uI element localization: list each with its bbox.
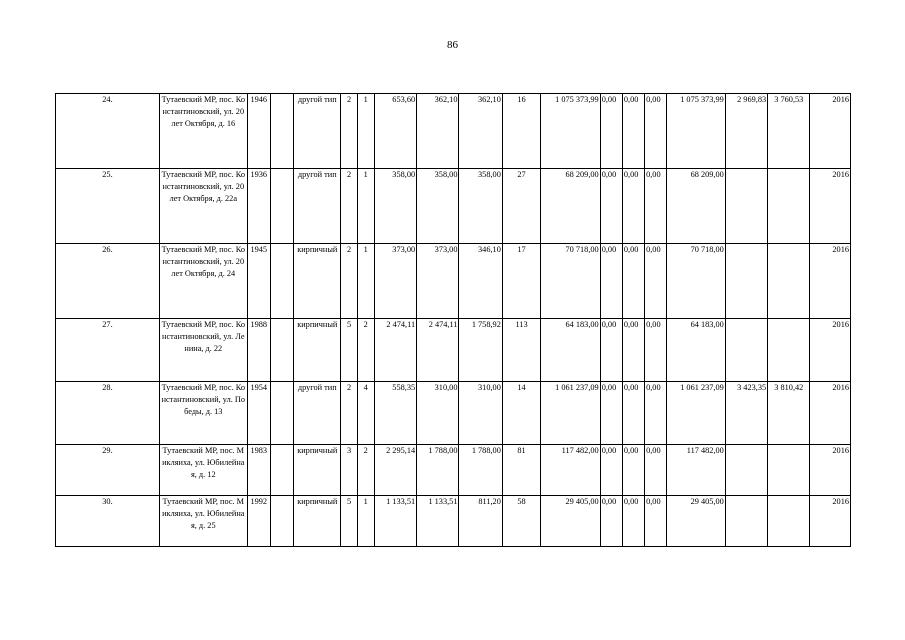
zero-cost-cell: 0,00 — [645, 169, 667, 244]
residential-area-cell: 310,00 — [459, 382, 502, 445]
residents-cell: 27 — [502, 169, 540, 244]
wall-material-cell: кирпичный — [294, 496, 341, 547]
zero-cost-cell: 0,00 — [645, 382, 667, 445]
zero-cost-cell: 0,00 — [645, 94, 667, 169]
owner-funds-cell: 1 061 237,09 — [667, 382, 726, 445]
area-cell: 362,10 — [417, 94, 459, 169]
zero-cost-cell: 0,00 — [622, 94, 644, 169]
year-built-cell: 1983 — [247, 445, 270, 496]
table-row — [56, 382, 851, 445]
area-cell: 358,00 — [417, 169, 459, 244]
residential-area-cell: 1 788,00 — [459, 445, 502, 496]
empty-cell — [270, 445, 293, 496]
empty-cell — [270, 94, 293, 169]
total-area-cell: 2 474,11 — [374, 319, 416, 382]
entrances-cell: 1 — [357, 169, 374, 244]
owner-funds-cell: 1 075 373,99 — [667, 94, 726, 169]
empty-cell — [270, 169, 293, 244]
entrances-cell: 2 — [357, 445, 374, 496]
max-unit-cost-cell — [768, 445, 810, 496]
owner-funds-cell: 70 718,00 — [667, 244, 726, 319]
table-row — [56, 94, 851, 169]
year-built-cell: 1945 — [247, 244, 270, 319]
zero-cost-cell: 0,00 — [645, 445, 667, 496]
area-cell: 1 788,00 — [417, 445, 459, 496]
residents-cell: 14 — [502, 382, 540, 445]
row-number-cell: 26. — [56, 244, 160, 319]
table-row — [56, 445, 851, 496]
total-area-cell: 653,60 — [374, 94, 416, 169]
zero-cost-cell: 0,00 — [600, 319, 622, 382]
zero-cost-cell: 0,00 — [600, 382, 622, 445]
completion-year-cell: 2016 — [810, 445, 851, 496]
address-cell: Тутаевский МР, пос. Константиновский, ул. 20 лет Октября, д. 22а — [159, 169, 247, 244]
owner-funds-cell: 68 209,00 — [667, 169, 726, 244]
max-unit-cost-cell — [768, 244, 810, 319]
entrances-cell: 1 — [357, 496, 374, 547]
residential-area-cell: 1 758,92 — [459, 319, 502, 382]
completion-year-cell: 2016 — [810, 169, 851, 244]
row-number-cell: 27. — [56, 319, 160, 382]
completion-year-cell: 2016 — [810, 496, 851, 547]
completion-year-cell: 2016 — [810, 94, 851, 169]
area-cell: 1 133,51 — [417, 496, 459, 547]
residential-area-cell: 362,10 — [459, 94, 502, 169]
wall-material-cell: кирпичный — [294, 244, 341, 319]
wall-material-cell: другой тип — [294, 94, 341, 169]
table-row — [56, 319, 851, 382]
address-cell: Тутаевский МР, пос. Константиновский, ул. Ленина, д. 22 — [159, 319, 247, 382]
empty-cell — [270, 319, 293, 382]
zero-cost-cell: 0,00 — [622, 445, 644, 496]
empty-cell — [270, 496, 293, 547]
total-area-cell: 1 133,51 — [374, 496, 416, 547]
year-built-cell: 1988 — [247, 319, 270, 382]
entrances-cell: 2 — [357, 319, 374, 382]
floors-cell: 2 — [341, 244, 357, 319]
residents-cell: 16 — [502, 94, 540, 169]
unit-cost-cell: 2 969,83 — [725, 94, 767, 169]
wall-material-cell: кирпичный — [294, 319, 341, 382]
address-cell: Тутаевский МР, пос. Микляиха, ул. Юбилейная, д. 12 — [159, 445, 247, 496]
zero-cost-cell: 0,00 — [622, 382, 644, 445]
year-built-cell: 1992 — [247, 496, 270, 547]
owner-funds-cell: 117 482,00 — [667, 445, 726, 496]
address-cell: Тутаевский МР, пос. Константиновский, ул. Победы, д. 13 — [159, 382, 247, 445]
unit-cost-cell — [725, 169, 767, 244]
area-cell: 310,00 — [417, 382, 459, 445]
residents-cell: 113 — [502, 319, 540, 382]
entrances-cell: 1 — [357, 244, 374, 319]
max-unit-cost-cell — [768, 319, 810, 382]
unit-cost-cell — [725, 319, 767, 382]
total-area-cell: 2 295,14 — [374, 445, 416, 496]
zero-cost-cell: 0,00 — [622, 496, 644, 547]
zero-cost-cell: 0,00 — [600, 94, 622, 169]
year-built-cell: 1954 — [247, 382, 270, 445]
entrances-cell: 1 — [357, 94, 374, 169]
address-cell: Тутаевский МР, пос. Константиновский, ул. 20 лет Октября, д. 24 — [159, 244, 247, 319]
total-cost-cell: 70 718,00 — [541, 244, 601, 319]
zero-cost-cell: 0,00 — [622, 319, 644, 382]
housing-register-table — [55, 93, 851, 547]
floors-cell: 2 — [341, 382, 357, 445]
row-number-cell: 28. — [56, 382, 160, 445]
unit-cost-cell — [725, 244, 767, 319]
total-area-cell: 373,00 — [374, 244, 416, 319]
zero-cost-cell: 0,00 — [622, 169, 644, 244]
residents-cell: 58 — [502, 496, 540, 547]
zero-cost-cell: 0,00 — [600, 169, 622, 244]
year-built-cell: 1946 — [247, 94, 270, 169]
total-area-cell: 358,00 — [374, 169, 416, 244]
max-unit-cost-cell: 3 760,53 — [768, 94, 810, 169]
page-number: 86 — [447, 39, 458, 51]
zero-cost-cell: 0,00 — [600, 244, 622, 319]
total-cost-cell: 64 183,00 — [541, 319, 601, 382]
table-row — [56, 169, 851, 244]
total-area-cell: 558,35 — [374, 382, 416, 445]
floors-cell: 5 — [341, 496, 357, 547]
floors-cell: 2 — [341, 169, 357, 244]
completion-year-cell: 2016 — [810, 244, 851, 319]
unit-cost-cell — [725, 445, 767, 496]
address-cell: Тутаевский МР, пос. Микляиха, ул. Юбилейная, д. 25 — [159, 496, 247, 547]
floors-cell: 2 — [341, 94, 357, 169]
table-body — [56, 94, 851, 547]
row-number-cell: 30. — [56, 496, 160, 547]
floors-cell: 3 — [341, 445, 357, 496]
max-unit-cost-cell — [768, 496, 810, 547]
residential-area-cell: 811,20 — [459, 496, 502, 547]
zero-cost-cell: 0,00 — [645, 496, 667, 547]
residential-area-cell: 358,00 — [459, 169, 502, 244]
total-cost-cell: 117 482,00 — [541, 445, 601, 496]
floors-cell: 5 — [341, 319, 357, 382]
completion-year-cell: 2016 — [810, 382, 851, 445]
completion-year-cell: 2016 — [810, 319, 851, 382]
table-row — [56, 244, 851, 319]
zero-cost-cell: 0,00 — [645, 319, 667, 382]
wall-material-cell: другой тип — [294, 382, 341, 445]
residents-cell: 81 — [502, 445, 540, 496]
row-number-cell: 24. — [56, 94, 160, 169]
wall-material-cell: кирпичный — [294, 445, 341, 496]
empty-cell — [270, 244, 293, 319]
zero-cost-cell: 0,00 — [600, 496, 622, 547]
row-number-cell: 29. — [56, 445, 160, 496]
total-cost-cell: 1 061 237,09 — [541, 382, 601, 445]
empty-cell — [270, 382, 293, 445]
zero-cost-cell: 0,00 — [645, 244, 667, 319]
max-unit-cost-cell: 3 810,42 — [768, 382, 810, 445]
year-built-cell: 1936 — [247, 169, 270, 244]
zero-cost-cell: 0,00 — [600, 445, 622, 496]
residential-area-cell: 346,10 — [459, 244, 502, 319]
owner-funds-cell: 64 183,00 — [667, 319, 726, 382]
max-unit-cost-cell — [768, 169, 810, 244]
row-number-cell: 25. — [56, 169, 160, 244]
area-cell: 373,00 — [417, 244, 459, 319]
table-row — [56, 496, 851, 547]
total-cost-cell: 1 075 373,99 — [541, 94, 601, 169]
area-cell: 2 474,11 — [417, 319, 459, 382]
residents-cell: 17 — [502, 244, 540, 319]
unit-cost-cell: 3 423,35 — [725, 382, 767, 445]
owner-funds-cell: 29 405,00 — [667, 496, 726, 547]
unit-cost-cell — [725, 496, 767, 547]
total-cost-cell: 68 209,00 — [541, 169, 601, 244]
entrances-cell: 4 — [357, 382, 374, 445]
wall-material-cell: другой тип — [294, 169, 341, 244]
total-cost-cell: 29 405,00 — [541, 496, 601, 547]
zero-cost-cell: 0,00 — [622, 244, 644, 319]
address-cell: Тутаевский МР, пос. Константиновский, ул. 20 лет Октября, д. 16 — [159, 94, 247, 169]
